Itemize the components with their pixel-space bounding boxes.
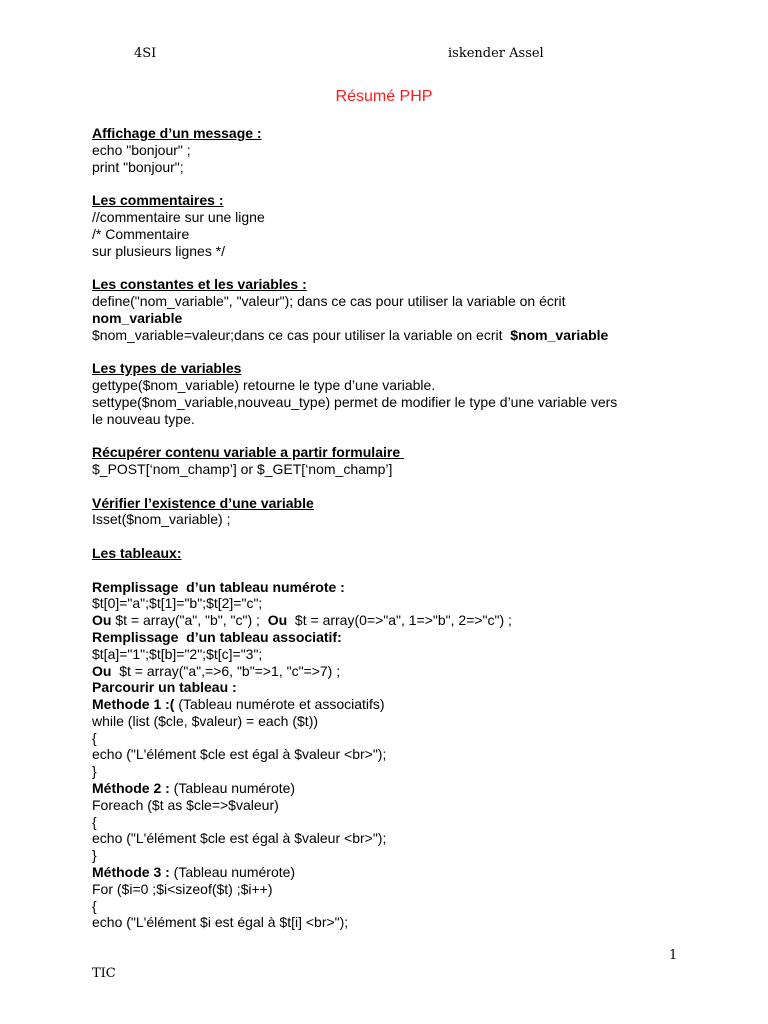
code-line: } — [92, 763, 97, 780]
code-line: print "bonjour"; — [92, 158, 184, 175]
code-line: { — [92, 729, 97, 746]
code-span: $t = array(0=>"a", 1=>"b", 2=>"c") ; — [287, 612, 512, 629]
code-line: while (list ($cle, $valeur) = each ($t)) — [92, 712, 319, 729]
section-heading-recuperer: Récupérer contenu variable a partir formulaire — [92, 444, 404, 461]
footer-label: TIC — [92, 966, 116, 981]
subheading-remplissage-numerote: Remplissage d’un tableau numérote : — [92, 578, 345, 595]
code-line: { — [92, 813, 97, 830]
method-line — [92, 696, 692, 713]
method-label: Méthode 2 : — [92, 780, 170, 797]
text-span: $nom_variable=valeur;dans ce cas pour utiliser la variable on ecrit — [92, 326, 511, 343]
method-note: (Tableau numérote et associatifs) — [174, 696, 385, 713]
subheading-parcourir: Parcourir un tableau : — [92, 679, 237, 696]
method-line — [92, 864, 692, 881]
section-heading-verifier: Vérifier l’existence d’une variable — [92, 494, 314, 511]
method-note: (Tableau numérote) — [169, 864, 296, 881]
code-line: $_POST[‘nom_champ’] or $_GET[‘nom_champ’] — [92, 460, 393, 477]
code-line: For ($i=0 ;$i<sizeof($t) ;$i++) — [92, 880, 273, 897]
code-line: $t[a]="1";$t[b]="2";$t[c]="3"; — [92, 645, 263, 662]
code-line: /* Commentaire — [92, 225, 190, 242]
text-line: gettype($nom_variable) retourne le type d’une variable. — [92, 376, 436, 393]
document-title: Résumé PHP — [335, 88, 433, 105]
text-line — [92, 327, 692, 344]
code-line: Isset($nom_variable) ; — [92, 511, 231, 528]
header-class-label: 4SI — [134, 46, 157, 61]
method-label: Méthode 3 : — [92, 864, 170, 881]
text-line: le nouveau type. — [92, 410, 195, 427]
text-span-bold: $nom_variable — [510, 326, 609, 343]
code-line: echo ("L'élément $i est égal à $t[i] <br>"); — [92, 914, 349, 931]
code-line: echo ("L'élément $cle est égal à $valeur <br>"); — [92, 746, 387, 763]
code-span: $t = array("a", "b", "c") ; — [111, 612, 268, 629]
code-line: Foreach ($t as $cle=>$valeur) — [92, 796, 279, 813]
section-heading-types: Les types de variables — [92, 360, 242, 377]
code-line: sur plusieurs lignes */ — [92, 242, 226, 259]
text-line: define("nom_variable", "valeur"); dans ce cas pour utiliser la variable on écrit — [92, 292, 566, 309]
text-line: settype($nom_variable,nouveau_type) permet de modifier le type d’une variable vers — [92, 393, 618, 410]
method-line — [92, 780, 692, 797]
section-heading-constantes: Les constantes et les variables : — [92, 276, 307, 293]
section-heading-commentaires: Les commentaires : — [92, 192, 224, 209]
ou-label: Ou — [92, 612, 112, 629]
text-line: nom_variable — [92, 309, 183, 326]
code-line: echo ("L'élément $cle est égal à $valeur <br>"); — [92, 830, 387, 847]
section-heading-tableaux: Les tableaux: — [92, 544, 182, 561]
header-author: iskender Assel — [448, 46, 544, 61]
code-line: } — [92, 847, 97, 864]
code-line: $t[0]="a";$t[1]="b";$t[2]="c"; — [92, 595, 263, 612]
code-line: //commentaire sur une ligne — [92, 208, 265, 225]
section-heading-affichage: Affichage d’un message : — [92, 125, 262, 141]
code-line — [92, 663, 692, 680]
ou-label: Ou — [267, 612, 288, 629]
ou-label: Ou — [92, 662, 112, 679]
page-number: 1 — [669, 948, 678, 963]
method-label: Methode 1 :( — [92, 696, 175, 713]
document-body — [92, 125, 692, 931]
subheading-remplissage-associatif: Remplissage d’un tableau associatif: — [92, 628, 342, 645]
code-span: $t = array("a",=>6, "b"=>1, "c"=>7) ; — [111, 662, 341, 679]
code-line: echo "bonjour" ; — [92, 141, 191, 158]
code-line: { — [92, 897, 97, 914]
code-line — [92, 612, 692, 629]
method-note: (Tableau numérote) — [169, 780, 296, 797]
